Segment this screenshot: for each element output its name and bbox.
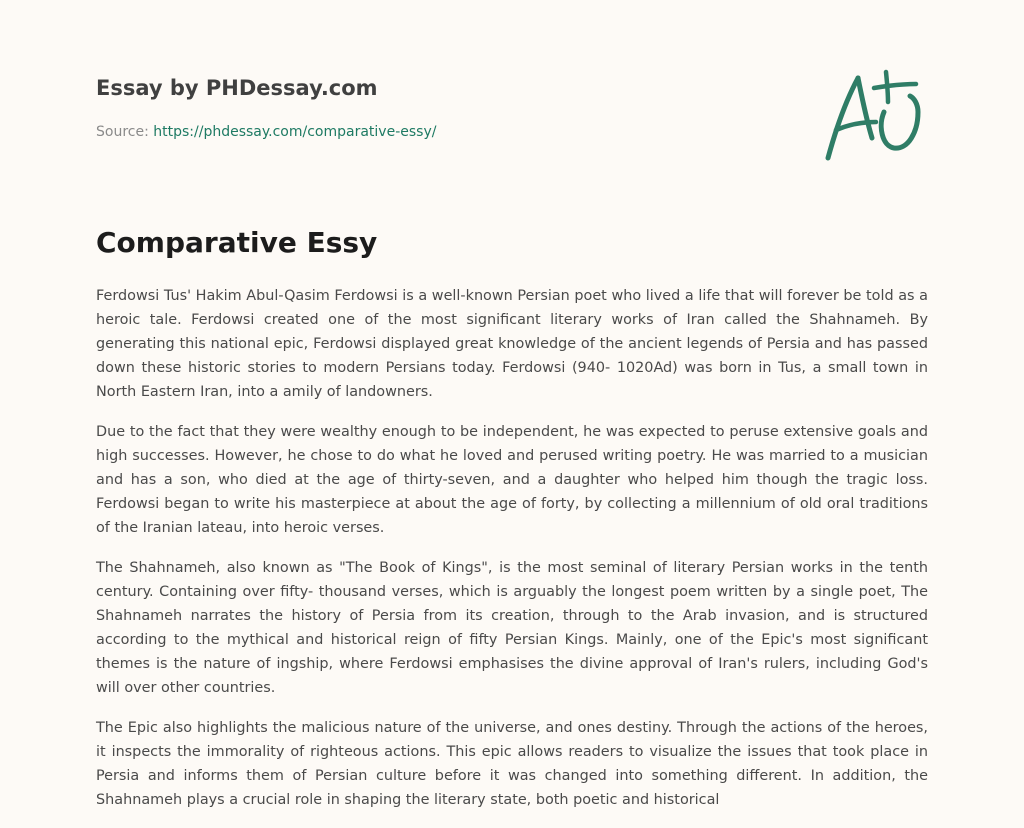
source-line: [96, 124, 436, 140]
essay-paragraph: The Shahnameh, also known as "The Book of Kings", is the most seminal of literary Persian works in the tenth century. Containing over fifty- thousand verses, which is arguably the longest poem written by a single poet, The Shahnameh narrates the history of Persia from its creation, through to the Arab invasion, and is structured according to the mythical and historical reign of fifty Persian Kings. Mainly, one of the Epic's most significant themes is the nature of ingship, where Ferdowsi emphasises the divine approval of Iran's rulers, including God's will over other countries.: [96, 560, 928, 696]
essay-title: Comparative Essy: [96, 226, 378, 259]
essay-paragraph: The Epic also highlights the malicious nature of the universe, and ones destiny. Through the actions of the heroes, it inspects the immorality of righteous actions. This epic allows readers to visualize the issues that took place in Persia and informs them of Persian culture before it was changed into something different. In addition, the Shahnameh plays a crucial role in shaping the literary state, both poetic and historical: [96, 720, 928, 808]
essay-body: [96, 284, 928, 828]
source-label: Source:: [96, 124, 149, 140]
essay-page: [96, 0, 928, 828]
a-plus-grade-icon: [824, 66, 928, 166]
essay-paragraph: Ferdowsi Tus' Hakim Abul-Qasim Ferdowsi is a well-known Persian poet who lived a life that will forever be told as a heroic tale. Ferdowsi created one of the most significant literary works of Iran called the Shahnameh. By generating this national epic, Ferdowsi displayed great knowledge of the ancient legends of Persia and has passed down these historic stories to modern Persians today. Ferdowsi (940- 1020Ad) was born in Tus, a small town in North Eastern Iran, into a amily of landowners.: [96, 288, 928, 400]
a-plus-grade-icon-svg: [824, 66, 928, 166]
site-title: Essay by PHDessay.com: [96, 76, 378, 100]
source-link[interactable]: https://phdessay.com/comparative-essy/: [153, 124, 437, 140]
essay-paragraph: Due to the fact that they were wealthy enough to be independent, he was expected to peruse extensive goals and high successes. However, he chose to do what he loved and perused writing poetry. He was married to a musician and has a son, who died at the age of thirty-seven, and a daughter who helped him though the tragic loss. Ferdowsi began to write his masterpiece at about the age of forty, by collecting a millennium of old oral traditions of the Iranian lateau, into heroic verses.: [96, 424, 928, 536]
